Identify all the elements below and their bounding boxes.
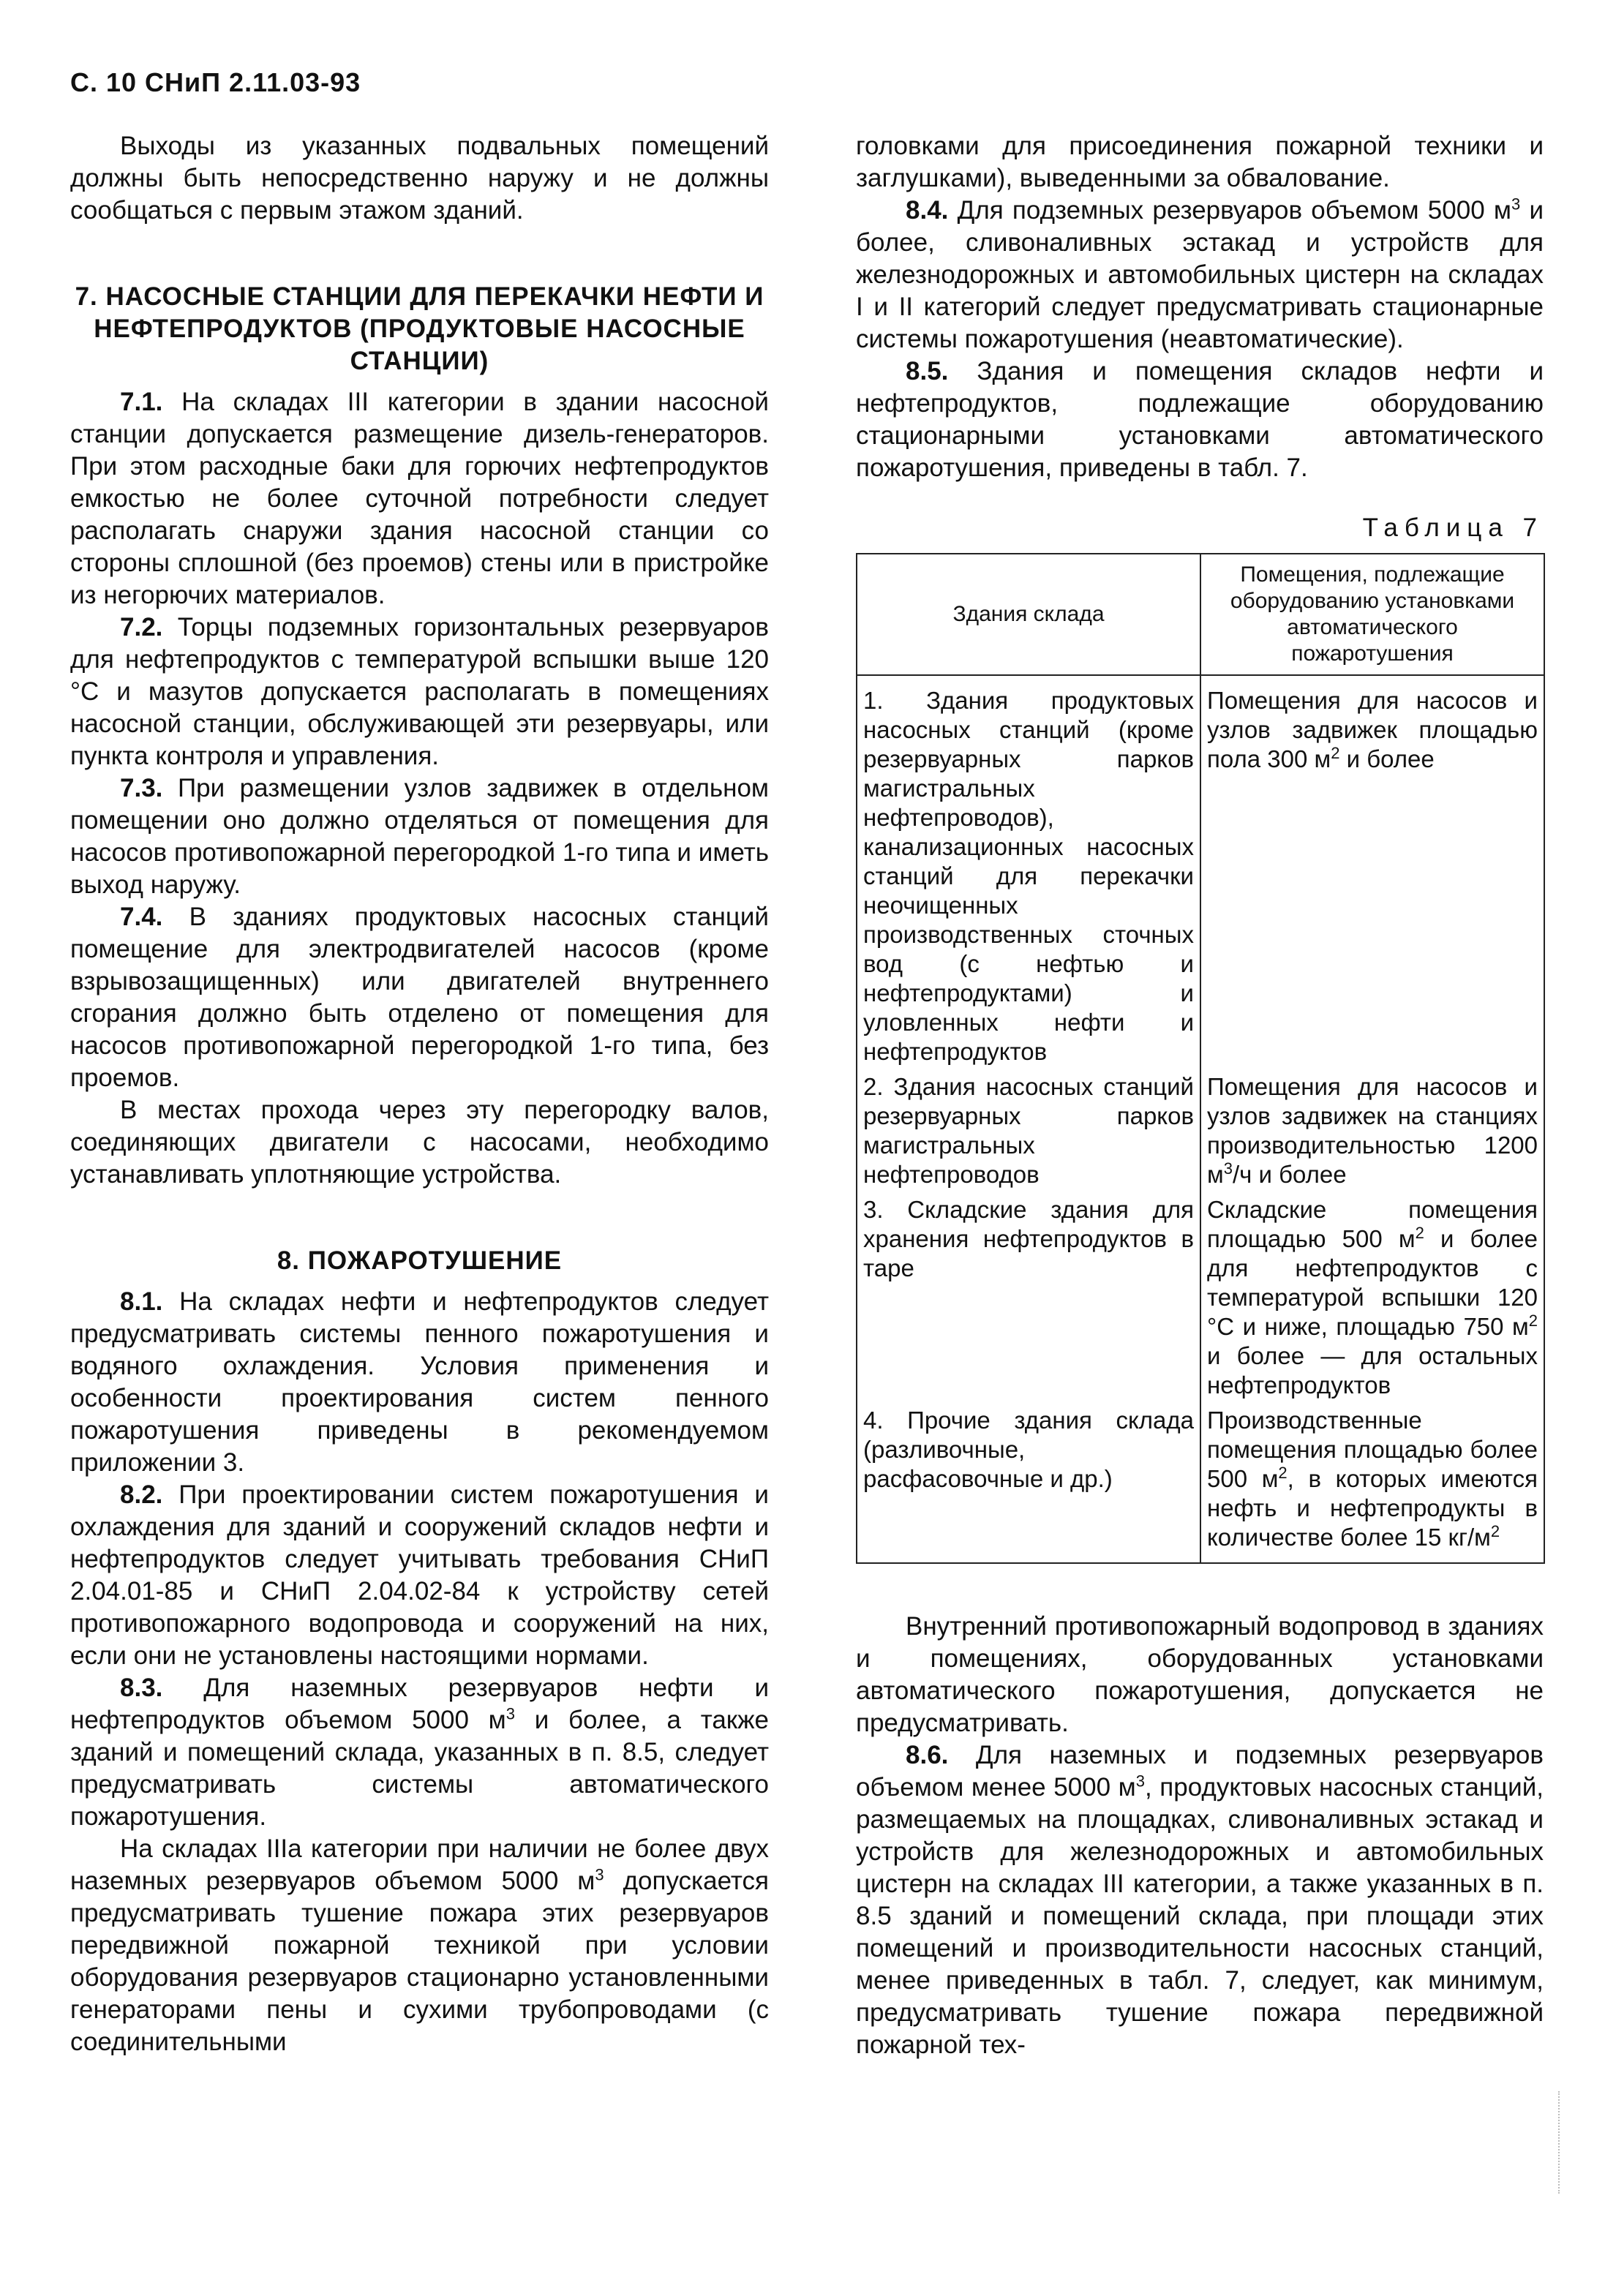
cell-text: и более — [1339, 745, 1435, 772]
superscript: 3 — [1135, 1772, 1145, 1791]
scan-edge-mark — [1558, 2091, 1561, 2194]
superscript: 3 — [1511, 195, 1521, 214]
paragraph-7-2 — [70, 611, 769, 772]
superscript: 2 — [1490, 1522, 1500, 1540]
table-cell: 2. Здания насосных станций резервуарных парков магистральных нефтепроводов — [857, 1069, 1200, 1192]
clause-text: При размещении узлов задвижек в отдельном помещении оно должно отделяться от помещения для насосов противопожарной перегородкой 1-го типа и иметь выход наружу. — [70, 774, 769, 899]
section-7-title: 7. НАСОСНЫЕ СТАНЦИИ ДЛЯ ПЕРЕКАЧКИ НЕФТИ И НЕФТЕПРОДУКТОВ (ПРОДУКТОВЫЕ НАСОСНЫЕ СТАНЦИИ) — [75, 282, 764, 375]
paragraph-internal-water-supply: Внутренний противопожарный водопровод в зданиях и помещениях, оборудованных установками автоматического пожаротушения, допускается не предусматривать. — [856, 1612, 1544, 1737]
clause-number: 7.3. — [120, 774, 163, 802]
page-header: С. 10 СНиП 2.11.03-93 — [70, 67, 361, 97]
clause-text: На складах IIIа категории при наличии не более двух наземных резервуаров объемом 5000 м — [70, 1834, 769, 1895]
cell-text: /ч и более — [1232, 1161, 1347, 1188]
clause-number: 8.3. — [120, 1674, 163, 1702]
superscript: 3 — [1223, 1159, 1233, 1178]
superscript: 2 — [1528, 1311, 1538, 1330]
superscript: 3 — [505, 1704, 515, 1723]
superscript: 3 — [595, 1865, 604, 1884]
clause-text: В зданиях продуктовых насосных станций помещение для электродвигателей насосов (кроме взрывозащищенных) или двигателей внутреннего сгорания должно быть отделено от помещения для насосов противопожарной перегородкой 1-го типа, без проемов. — [70, 903, 769, 1092]
table-row — [857, 1069, 1544, 1192]
left-column — [70, 130, 769, 2058]
clause-number: 8.1. — [120, 1287, 163, 1316]
paragraph-8-1 — [70, 1286, 769, 1479]
clause-number: 8.2. — [120, 1480, 163, 1509]
table-caption: Таблица 7 — [1362, 513, 1544, 542]
clause-text: Здания и помещения складов нефти и нефтепродуктов, подлежащие оборудованию стационарными установками автоматического пожаротушения, приведены в табл. 7. — [856, 357, 1544, 482]
cell-text: Помещения для насосов и узлов задвижек площадью пола 300 м — [1207, 687, 1538, 772]
clause-text: Для наземных резервуаров нефти и нефтепродуктов объемом 5000 м — [70, 1674, 769, 1734]
section-8-title: 8. ПОЖАРОТУШЕНИЕ — [277, 1246, 563, 1275]
cell-text: Помещения для насосов и узлов задвижек на станциях производительностью 1200 м — [1207, 1073, 1538, 1188]
cell-text: Производственные помещения площадью более 500 м — [1207, 1407, 1538, 1492]
table-row — [857, 675, 1544, 1069]
paragraph-7-4 — [70, 901, 769, 1094]
clause-number: 8.5. — [906, 357, 949, 385]
superscript: 2 — [1278, 1464, 1288, 1482]
right-column — [856, 130, 1544, 2061]
paragraph-8-4 — [856, 195, 1544, 355]
clause-number: 7.1. — [120, 388, 163, 416]
superscript: 2 — [1415, 1224, 1424, 1242]
table-cell — [1200, 675, 1544, 1069]
paragraph-7-4-shafts: В местах прохода через эту перегородку валов, соединяющих двигатели с насосами, необходимо устанавливать уплотняющие устройства. — [70, 1096, 769, 1189]
table-header-premises: Помещения, подлежащие оборудованию установками автоматического пожаротушения — [1200, 554, 1544, 675]
cell-text: и более — для остальных нефтепродуктов — [1207, 1342, 1538, 1399]
paragraph-basement-exits: Выходы из указанных подвальных помещений должны быть непосредственно наружу и не должны сообщаться с первым этажом зданий. — [70, 132, 769, 225]
clause-number: 7.2. — [120, 613, 163, 641]
paragraph-8-6 — [856, 1739, 1544, 2061]
clause-text: Для наземных и подземных резервуаров объемом менее 5000 м — [856, 1741, 1544, 1802]
clause-number: 8.4. — [906, 196, 949, 225]
paragraph-8-3-category-3a — [70, 1833, 769, 2058]
table-cell: 4. Прочие здания склада (разливочные, расфасовочные и др.) — [857, 1403, 1200, 1563]
paragraph-continued: головками для присоединения пожарной техники и заглушками), выведенными за обвалование. — [856, 132, 1544, 192]
paragraph-7-3 — [70, 772, 769, 901]
table-cell — [1200, 1403, 1544, 1563]
table-cell — [1200, 1069, 1544, 1192]
clause-number: 7.4. — [120, 903, 163, 931]
clause-text: Торцы подземных горизонтальных резервуаров для нефтепродуктов с температурой вспышки выше 120 °С и мазутов допускается располагать в помещениях насосной станции, обслуживающей эти резервуары, или пункта контроля и управления. — [70, 613, 769, 770]
paragraph-8-3 — [70, 1672, 769, 1833]
clause-text: и более, а также зданий и помещений склада, указанных в п. 8.5, следует предусматривать системы автоматического пожаротушения. — [70, 1706, 769, 1831]
table-cell: 1. Здания продуктовых насосных станций (кроме резервуарных парков магистральных нефтепроводов), канализационных насосных станций для перекачки неочищенных производственных сточных вод (с нефтью и нефтепродуктами) и уловленных нефти и нефтепродуктов — [857, 675, 1200, 1069]
table-cell — [1200, 1192, 1544, 1403]
superscript: 2 — [1331, 744, 1340, 762]
clause-text: допускается предусматривать тушение пожара этих резервуаров передвижной пожарной техникой при условии оборудования резервуаров стационарно установленными генераторами пены и сухими трубопроводами (с соединительными — [70, 1867, 769, 2056]
clause-text: На складах нефти и нефтепродуктов следует предусматривать системы пенного пожаротушения и водяного охлаждения. Условия применения и особенности проектирования систем пенного пожаротушения приведены в рекомендуемом приложении 3. — [70, 1287, 769, 1477]
clause-text: Для подземных резервуаров объемом 5000 м — [957, 196, 1511, 225]
table-header-buildings: Здания склада — [857, 554, 1200, 675]
table-row — [857, 1192, 1544, 1403]
paragraph-8-2 — [70, 1479, 769, 1672]
table-cell: 3. Складские здания для хранения нефтепродуктов в таре — [857, 1192, 1200, 1403]
paragraph-7-1 — [70, 386, 769, 611]
table-header-row — [857, 554, 1544, 675]
clause-text: , продуктовых насосных станций, размещаемых на площадках, сливоналивных эстакад и устройств для железнодорожных и автомобильных цистерн на складах III категории, а также указанных в п. 8.5 зданий и помещений склада, при площади этих помещений и производительности насосных станций, менее приведенных в табл. 7, следует, как минимум, предусматривать тушение пожара передвижной пожарной тех- — [856, 1773, 1544, 2059]
paragraph-8-5 — [856, 355, 1544, 484]
cell-text: Складские помещения площадью 500 м — [1207, 1196, 1538, 1252]
cell-text: и более для нефтепродуктов с температурой вспышки 120 °С и ниже, площадью 750 м — [1207, 1225, 1538, 1340]
cell-text: , в которых имеются нефть и нефтепродукты в количестве более 15 кг/м — [1207, 1465, 1538, 1551]
table-row — [857, 1403, 1544, 1563]
clause-number: 8.6. — [906, 1741, 949, 1769]
clause-text: и более, сливоналивных эстакад и устройств для железнодорожных и автомобильных цистерн на складах I и II категорий следует предусматривать стационарные системы пожаротушения (неавтоматические). — [856, 196, 1544, 353]
clause-text: При проектировании систем пожаротушения и охлаждения для зданий и сооружений складов нефти и нефтепродуктов следует учитывать требования СНиП 2.04.01-85 и СНиП 2.04.02-84 к устройству сетей противопожарного водопровода и сооружений на них, если они не установлены настоящими нормами. — [70, 1480, 769, 1670]
clause-text: На складах III категории в здании насосной станции допускается размещение дизель-генераторов. При этом расходные баки для горючих нефтепродуктов емкостью не более суточной потребности следует располагать снаружи здания насосной станции со стороны сплошной (без проемов) стены или в пристройке из негорючих материалов. — [70, 388, 769, 609]
table-7 — [856, 553, 1545, 1564]
